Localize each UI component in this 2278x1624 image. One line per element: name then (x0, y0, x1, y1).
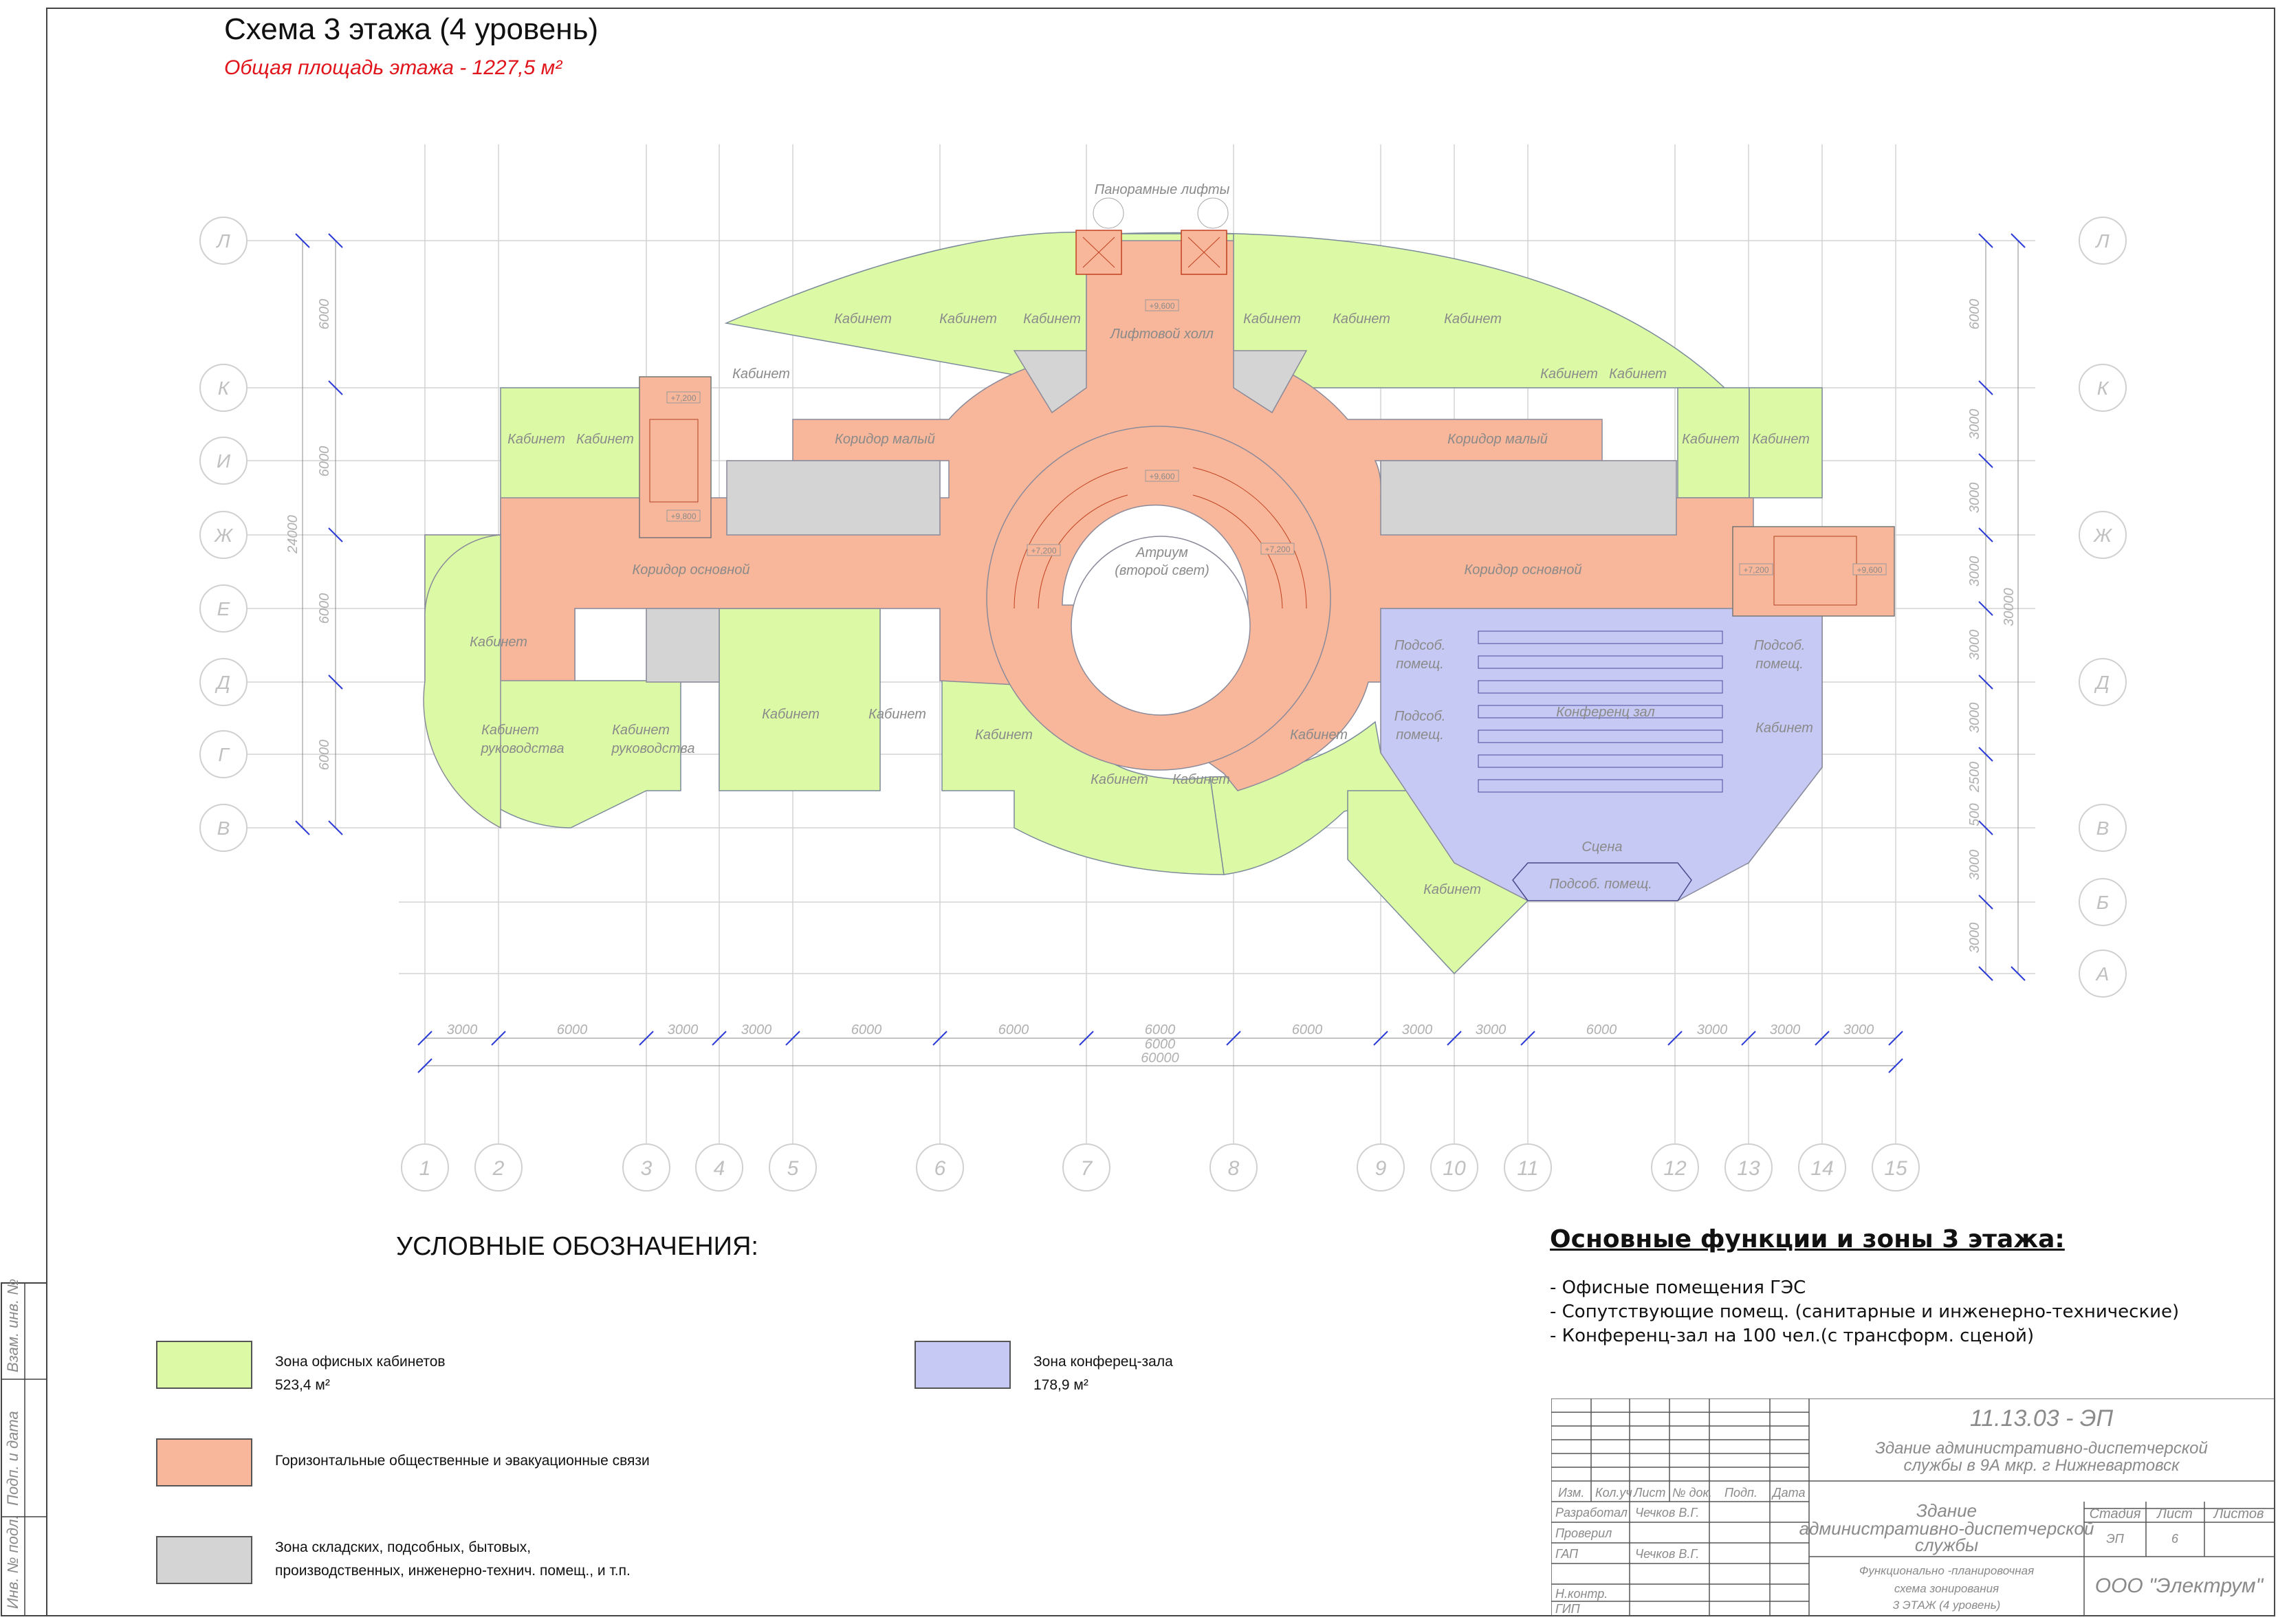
row-axis-label: Л (217, 230, 230, 252)
room-label: Кабинет (507, 432, 565, 447)
legend-title: УСЛОВНЫЕ ОБОЗНАЧЕНИЯ: (396, 1232, 758, 1261)
room-label: Кабинет (1682, 432, 1740, 447)
right-dim: 6000 (1967, 298, 1982, 330)
row-axis-label: Л (2096, 230, 2110, 252)
legend-storage-line2: производственных, инженерно-технич. помещ., и т.п. (275, 1563, 631, 1579)
room-label: Коридор основной (632, 562, 750, 578)
right-dim: 2500 (1967, 761, 1982, 793)
row-axis-label: Ж (215, 525, 232, 546)
room-label: Кабинет (1609, 366, 1667, 382)
legend-swatch-office (156, 1341, 252, 1389)
room-label: Коридор малый (835, 432, 935, 447)
col-axis-label: 13 (1737, 1157, 1760, 1180)
right-dim: 3000 (1967, 556, 1982, 587)
title-block (1551, 1398, 2275, 1616)
room-label: Кабинет (834, 311, 892, 327)
room-label: Кабинет (732, 366, 790, 382)
right-dim: 3000 (1967, 849, 1982, 881)
room-label: Кабинет (1243, 311, 1301, 327)
legend-text-conference (1033, 1350, 1173, 1397)
level-mark: +9,600 (1149, 301, 1175, 311)
function-item: - Конференц-зал на 100 чел.(с трансформ. сценой) (1550, 1326, 2035, 1346)
col-axis-label: 2 (492, 1157, 505, 1180)
row-axis-label: К (2096, 377, 2109, 399)
floor-area-subtitle: Общая площадь этажа - 1227,5 м² (224, 56, 562, 79)
bottom-dim: 3000 (446, 1022, 478, 1038)
stamp-stadia: ЭП (2106, 1532, 2124, 1546)
level-mark: +7,200 (670, 393, 697, 403)
col-axis-label: 11 (1517, 1157, 1539, 1180)
left-dim: 6000 (317, 298, 332, 330)
room-label: помещ. (1755, 657, 1804, 672)
row-axis-label: К (217, 377, 230, 399)
bottom-dim: 6000 (556, 1022, 588, 1038)
stamp-building-1: Здание (1916, 1500, 1978, 1521)
bottom-dim: 3000 (1475, 1022, 1507, 1038)
stamp-sheet-1: Функционально -планировочная (1859, 1564, 2035, 1577)
stamp-building-2: административно-диспетчерской (1799, 1518, 2094, 1539)
row-axis-label: А (2096, 963, 2110, 985)
stamp-listov-label: Листов (2213, 1506, 2264, 1522)
right-dim: 3000 (1967, 408, 1982, 440)
right-dim: 3000 (1967, 922, 1982, 954)
left-round-wing (424, 535, 501, 828)
legend-text-office (275, 1350, 446, 1397)
room-label: Конференц зал (1556, 705, 1655, 720)
stamp-list: 6 (2171, 1532, 2179, 1546)
stamp-col-list: Лист (1634, 1486, 1666, 1500)
functions-list (1550, 1276, 2179, 1348)
room-label: Подсоб. (1394, 709, 1446, 724)
row-axis-label: В (2096, 818, 2110, 839)
function-item: - Сопутствующие помещ. (санитарные и инженерно-технические) (1550, 1302, 2180, 1322)
bottom-dim: 3000 (741, 1022, 772, 1038)
col-axis-label: 1 (419, 1157, 431, 1180)
room-label: руководства (611, 741, 695, 756)
total-dim: 60000 (1141, 1051, 1179, 1066)
side-stamp-inv: Инв. № подл. (4, 1515, 21, 1609)
level-mark: +7,200 (1743, 565, 1769, 575)
room-label: Кабинет (1333, 311, 1390, 327)
top-lifts-label: Панорамные лифты (1094, 182, 1230, 197)
left-dim: 6000 (317, 739, 332, 771)
bottom-dim: 6000 (1586, 1022, 1617, 1038)
row-axis-label: Е (217, 598, 230, 619)
legend-swatch-storage (156, 1536, 252, 1584)
stamp-col-data: Дата (1773, 1486, 1806, 1500)
room-label: Кабинет (1444, 311, 1502, 327)
legend-swatch-conference (915, 1341, 1011, 1389)
functions-title: Основные функции и зоны 3 этажа: (1550, 1225, 2065, 1253)
room-label: Кабинет (1752, 432, 1810, 447)
legend-conference-line1: Зона конферец-зала (1033, 1354, 1173, 1370)
stamp-stadia-label: Стадия (2089, 1506, 2141, 1522)
bottom-dim: 3000 (667, 1022, 699, 1038)
bottom-dim: 6000 (1291, 1022, 1323, 1038)
legend-office-line1: Зона офисных кабинетов (275, 1354, 446, 1370)
bottom-dim: 6000 (998, 1022, 1029, 1038)
col-axis-label: 9 (1375, 1157, 1387, 1180)
stamp-col-izm: Изм. (1558, 1486, 1585, 1500)
col-axis-label: 8 (1227, 1157, 1240, 1180)
legend-conference-line2: 178,9 м² (1033, 1377, 1088, 1393)
side-stamp-podp: Подп. и дата (4, 1411, 21, 1506)
col-axis-label: 10 (1443, 1157, 1466, 1180)
stamp-project-1: Здание административно-диспетчерской (1875, 1439, 2208, 1458)
room-label: Кабинет (1755, 721, 1813, 736)
right-total-dim: 30000 (2002, 588, 2017, 626)
room-label: Кабинет (1290, 727, 1348, 743)
stamp-col-podp: Подп. (1724, 1486, 1757, 1500)
room-label: Подсоб. (1753, 638, 1806, 653)
left-dim: 6000 (317, 593, 332, 624)
stamp-gap-name: Чечков В.Г. (1635, 1547, 1700, 1561)
room-label: (второй свет) (1115, 563, 1209, 578)
stamp-gip: ГИП (1555, 1602, 1580, 1616)
level-mark: +9,600 (1857, 565, 1883, 575)
col-axis-label: 4 (713, 1157, 725, 1180)
room-label: Кабинет (975, 727, 1033, 743)
legend-storage-line1: Зона складских, подсобных, бытовых, (275, 1539, 532, 1555)
room-label: Кабинет (470, 635, 527, 650)
right-dim: 3000 (1967, 702, 1982, 734)
room-label: Подсоб. помещ. (1549, 877, 1652, 892)
room-label: Подсоб. (1394, 638, 1446, 653)
col-axis-label: 7 (1080, 1157, 1093, 1180)
room-label: Кабинет (576, 432, 634, 447)
room-label: Атриум (1136, 545, 1188, 560)
legend-corridor-line1: Горизонтальные общественные и эвакуационные связи (275, 1453, 650, 1469)
col-axis-label: 12 (1663, 1157, 1687, 1180)
side-stamp (1, 1279, 47, 1616)
level-mark: +9,800 (670, 512, 697, 521)
stamp-razrab-name: Чечков В.Г. (1635, 1506, 1700, 1519)
stamp-building-3: службы (1914, 1535, 1979, 1555)
right-dim: 3000 (1967, 629, 1982, 661)
room-label: Коридор малый (1447, 432, 1548, 447)
bottom-dim: 3000 (1696, 1022, 1728, 1038)
col-axis-label: 14 (1810, 1157, 1834, 1180)
bottom-dim: 3000 (1843, 1022, 1874, 1038)
stamp-nkontr: Н.контр. (1555, 1587, 1608, 1601)
room-label: Кабинет (481, 723, 539, 738)
bottom-dim: 3000 (1401, 1022, 1433, 1038)
bottom-dim: 6000 (1144, 1022, 1176, 1038)
stamp-proveril: Проверил (1555, 1526, 1612, 1540)
room-label: руководства (481, 741, 565, 756)
level-mark: +7,200 (1031, 546, 1057, 556)
stamp-project-2: службы в 9А мкр. г Нижневартовск (1903, 1456, 2180, 1475)
level-mark: +9,600 (1149, 472, 1175, 481)
room-label: помещ. (1396, 657, 1444, 672)
room-label: Кабинет (1023, 311, 1081, 327)
bottom-dim: 3000 (1769, 1022, 1801, 1038)
room-label: Лифтовой холл (1110, 327, 1214, 342)
stamp-sheet-3: 3 ЭТАЖ (4 уровень) (1892, 1599, 2001, 1612)
room-label: Кабинет (762, 707, 820, 722)
stamp-list-label: Лист (2157, 1506, 2193, 1522)
room-label: Кабинет (612, 723, 670, 738)
room-label: Кабинет (868, 707, 926, 722)
column-axes (402, 1144, 1919, 1191)
right-dim: 500 (1967, 803, 1982, 826)
row-axis-label: Б (2096, 892, 2110, 913)
col-axis-label: 5 (787, 1157, 799, 1180)
stamp-company: ООО "Электрум" (2094, 1574, 2264, 1597)
bottom-dim: 6000 (1144, 1037, 1176, 1052)
bottom-dim: 6000 (851, 1022, 882, 1038)
stamp-gap: ГАП (1555, 1547, 1579, 1561)
level-mark: +7,200 (1264, 545, 1291, 554)
room-label: Кабинет (1540, 366, 1598, 382)
col-axis-label: 6 (934, 1157, 946, 1180)
stamp-razrab: Разработал (1555, 1506, 1628, 1519)
stamp-code: 11.13.03 - ЭП (1969, 1405, 2114, 1431)
left-total-dim: 24000 (285, 515, 300, 553)
room-label: Сцена (1581, 840, 1623, 855)
col-axis-label: 3 (640, 1157, 653, 1180)
legend-swatch-corridor (156, 1438, 252, 1486)
row-axis-label: Г (218, 744, 229, 765)
row-axis-label: Д (2096, 672, 2110, 693)
room-label: Коридор основной (1464, 562, 1582, 578)
row-axis-label: В (217, 818, 230, 839)
left-dim: 6000 (317, 446, 332, 477)
stamp-sheet-2: схема зонирования (1894, 1582, 2000, 1595)
room-label: помещ. (1396, 727, 1444, 743)
side-stamp-vzam: Взам. инв. № (4, 1278, 21, 1372)
room-label: Кабинет (1091, 772, 1148, 787)
col-axis-label: 15 (1884, 1157, 1907, 1180)
legend-text-storage (275, 1536, 631, 1583)
legend-text-corridor (275, 1449, 650, 1473)
room-label: Кабинет (1172, 772, 1230, 787)
room-label: Кабинет (939, 311, 997, 327)
row-axis-label: И (216, 450, 231, 472)
function-item: - Офисные помещения ГЭС (1550, 1277, 1806, 1298)
right-dim: 3000 (1967, 482, 1982, 514)
row-axis-label: Д (217, 672, 230, 693)
room-label: Кабинет (1423, 882, 1481, 897)
page-title: Схема 3 этажа (4 уровень) (224, 12, 599, 46)
legend-office-line2: 523,4 м² (275, 1377, 330, 1393)
stamp-col-ndok: № док. (1672, 1486, 1712, 1500)
row-axis-label: Ж (2094, 525, 2112, 546)
stamp-col-kol: Кол.уч (1595, 1486, 1632, 1500)
